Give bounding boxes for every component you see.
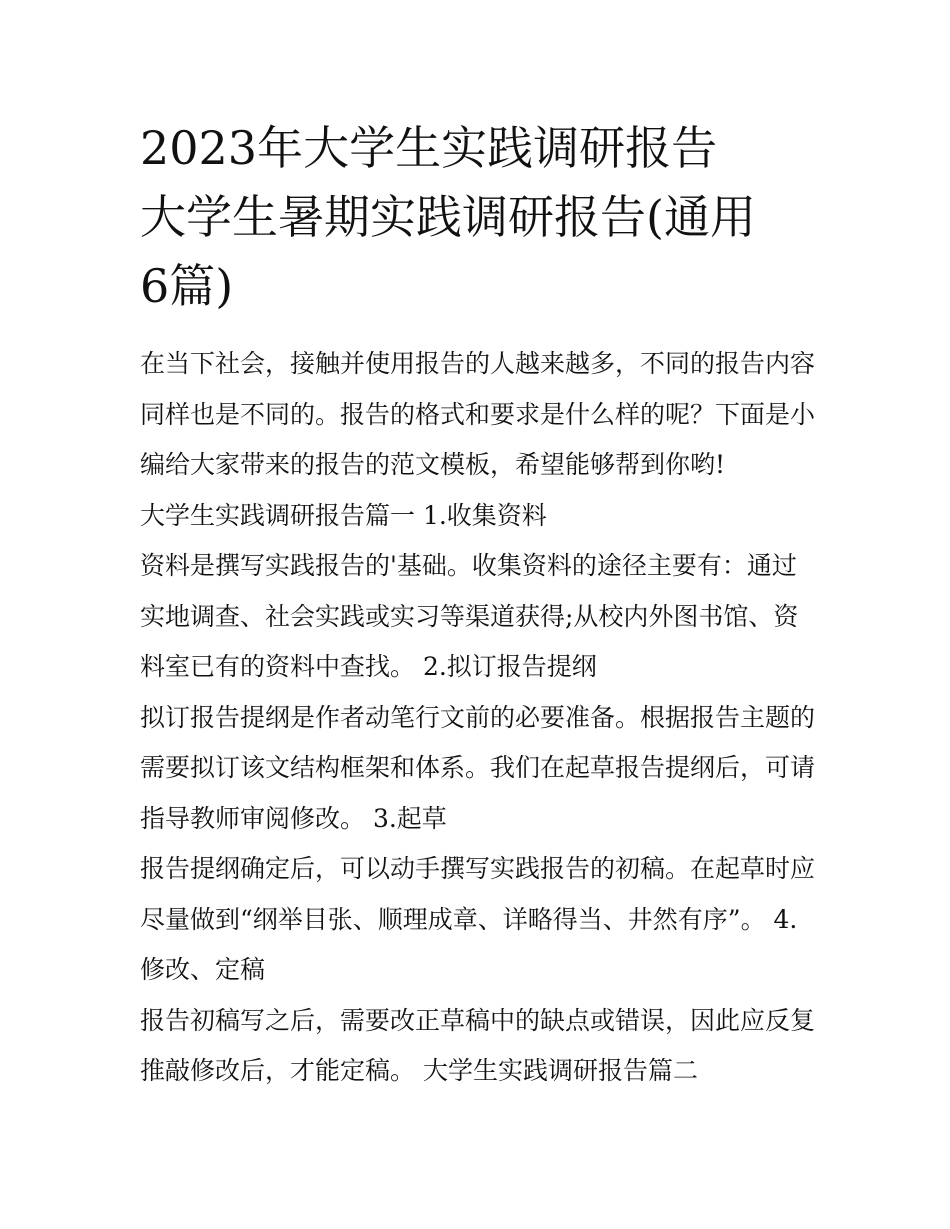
title-line-1: 2023年大学生实践调研报告 xyxy=(140,121,718,175)
document-title xyxy=(140,114,815,321)
paragraph-drafting: 报告提纲确定后，可以动手撰写实践报告的初稿。在起草时应尽量做到“纲举目张、顺理成章、详略得当、井然有序”。 4.修改、定稿 xyxy=(140,854,816,984)
paragraph-collect-materials: 资料是撰写实践报告的'基础。收集资料的途径主要有：通过实地调查、社会实践或实习等渠道获得;从校内外图书馆、资料室已有的资料中查找。 2.拟订报告提纲 xyxy=(140,551,799,681)
title-line-3: 6篇) xyxy=(140,259,234,313)
title-line-2: 大学生暑期实践调研报告(通用 xyxy=(140,190,756,244)
paragraph-revise-finalize: 报告初稿写之后，需要改正草稿中的缺点或错误，因此应反复推敲修改后，才能定稿。 大学生实践调研报告篇二 xyxy=(140,1005,816,1085)
document-body xyxy=(140,114,815,1097)
paragraph-draft-outline: 拟订报告提纲是作者动笔行文前的必要准备。根据报告主题的需要拟订该文结构框架和体系。我们在起草报告提纲后，可请指导教师审阅修改。 3.起草 xyxy=(140,702,816,833)
paragraph-section-1-heading: 大学生实践调研报告篇一 1.收集资料 xyxy=(140,500,547,530)
paragraph-intro: 在当下社会，接触并使用报告的人越来越多，不同的报告内容同样也是不同的。报告的格式和要求是什么样的呢？下面是小编给大家带来的报告的范文模板，希望能够帮到你哟! xyxy=(140,349,816,479)
